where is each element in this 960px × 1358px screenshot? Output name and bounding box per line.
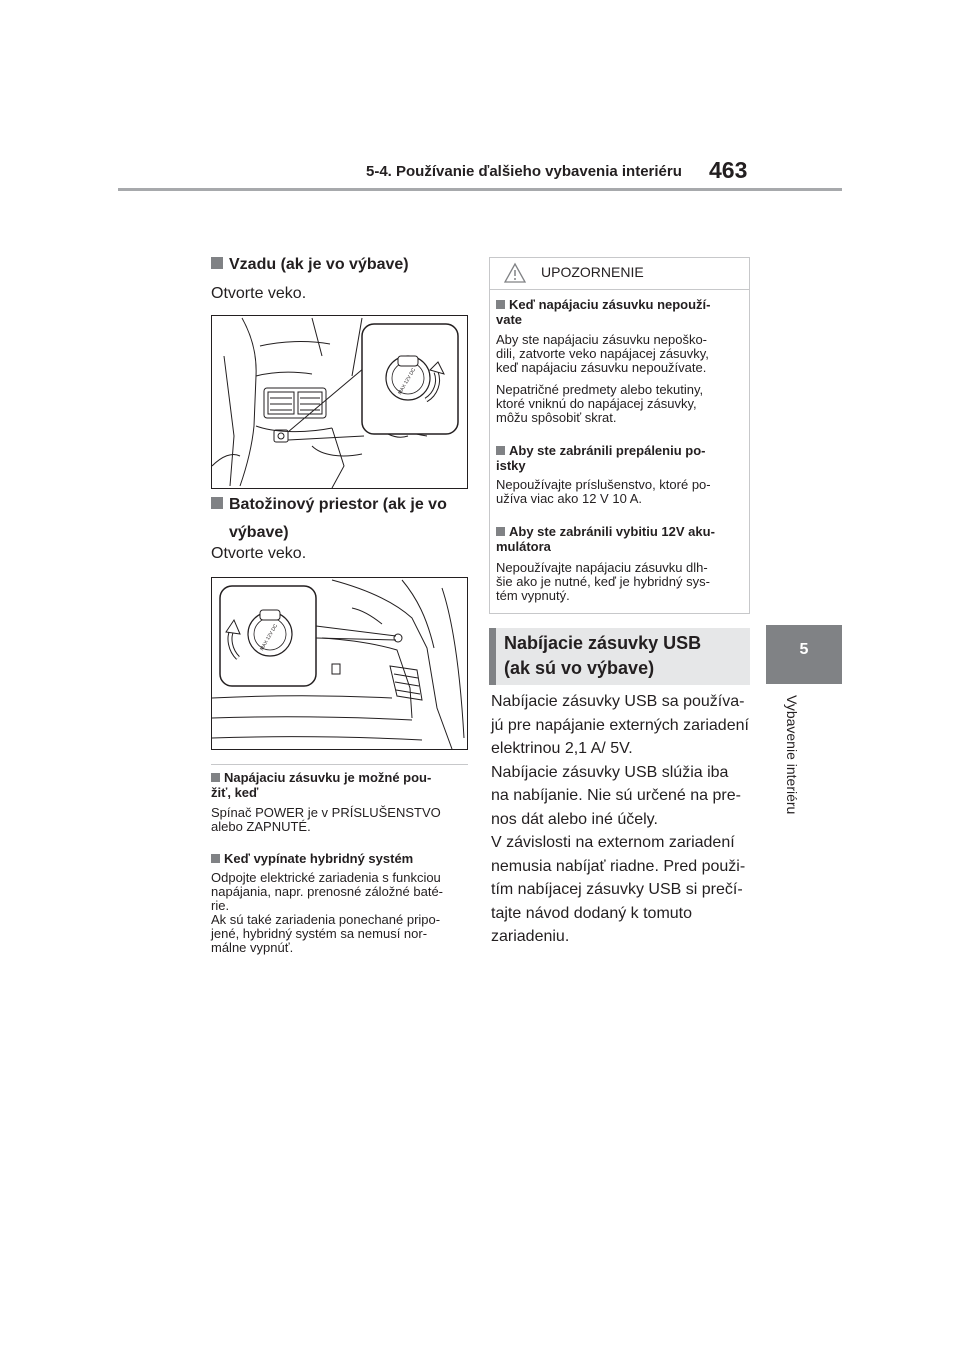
usb-section-bar: [489, 628, 496, 685]
rear-text: Otvorte veko.: [211, 285, 307, 302]
trunk-heading: Batožinový priestor (ak je vo výbave): [211, 491, 447, 547]
trunk-text: Otvorte veko.: [211, 545, 307, 562]
warning-item-3-heading: Aby ste zabránili vybitiu 12V aku- mulátora: [496, 524, 715, 554]
warning-item-2-heading: Aby ste zabránili prepáleniu po- istky: [496, 443, 706, 473]
note-hybrid-text: Odpojte elektrické zariadenia s funkciou napájania, napr. prenosné záložné baté- rie. Ak sú také zariadenia ponechané pripo- jené, hybridný systém sa nemusí nor- málne vypnúť.: [211, 870, 444, 955]
notes-divider: [211, 764, 468, 765]
square-bullet-icon: [211, 854, 220, 863]
square-bullet-icon: [211, 257, 223, 269]
warning-item-1-heading: Keď napájaciu zásuvku nepouží- vate: [496, 297, 711, 327]
warning-item-3-text: Nepoužívajte napájaciu zásuvku dlh- šie ako je nutné, keď je hybridný sys- tém vypnutý.: [496, 560, 710, 603]
chapter-label: Vybavenie interiéru: [784, 695, 800, 815]
usb-section-title: Nabíjacie zásuvky USB (ak sú vo výbave): [504, 633, 702, 678]
cap-label: MAX 12V DC: [259, 623, 280, 652]
usb-body-text: Nabíjacie zásuvky USB sa používa- jú pre napájanie externých zariadení elektrinou 2,1 A/ 5V. Nabíjacie zásuvky USB slúžia iba na nabíjanie. Nie sú určené na pre- nos dát alebo iné účely. V závislosti na externom zariadení nemusia nabíjať riadne. Pred použi- tím nabíjacej zásuvky USB si prečí- tajte návod dodaný k tomuto zariadeniu.: [491, 693, 749, 945]
rear-socket-figure: [211, 315, 468, 489]
trunk-illustration: [212, 578, 467, 749]
square-bullet-icon: [496, 446, 505, 455]
square-bullet-icon: [211, 497, 223, 509]
note-power-text: Spínač POWER je v PRÍSLUŠENSTVO alebo ZAPNUTÉ.: [211, 805, 441, 834]
warning-item-1-text-2: Nepatričné predmety alebo tekutiny, ktoré vniknú do napájacej zásuvky, môžu spôsobiť skrat.: [496, 382, 704, 425]
trunk-socket-figure: [211, 577, 468, 750]
warning-item-1-text-1: Aby ste napájaciu zásuvku nepoško- dili, zatvorte veko napájacej zásuvky, keď napájaciu zásuvku nepoužívate.: [496, 332, 709, 375]
cap-label: MAX 12V DC: [397, 367, 418, 396]
header-rule: [118, 188, 842, 191]
section-title: 5-4. Používanie ďalšieho vybavenia interiéru: [366, 163, 682, 180]
square-bullet-icon: [211, 773, 220, 782]
rear-console-illustration: [212, 316, 467, 488]
chapter-number: 5: [799, 641, 809, 658]
square-bullet-icon: [496, 300, 505, 309]
page-number: 463: [709, 157, 748, 183]
rear-heading: Vzadu (ak je vo výbave): [211, 251, 409, 279]
note-power-heading: Napájaciu zásuvku je možné pou- žiť, keď: [211, 770, 432, 800]
note-hybrid-heading: Keď vypínate hybridný systém: [211, 851, 471, 866]
square-bullet-icon: [496, 527, 505, 536]
warning-triangle-icon: [503, 262, 527, 284]
warning-item-2-text: Nepoužívajte príslušenstvo, ktoré po- užíva viac ako 12 V 10 A.: [496, 477, 711, 506]
warning-title: UPOZORNENIE: [541, 264, 644, 280]
